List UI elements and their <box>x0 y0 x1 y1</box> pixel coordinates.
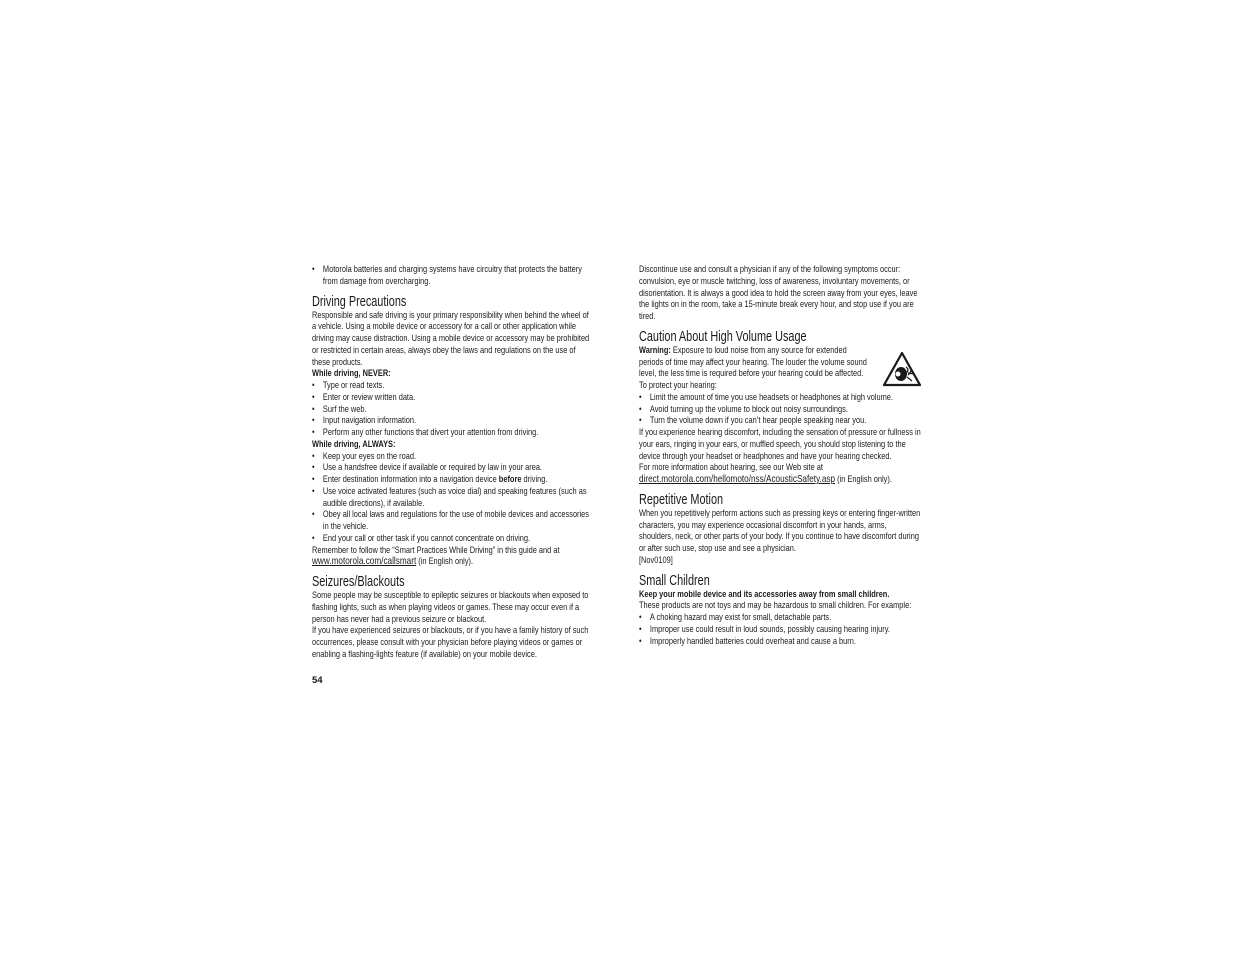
right-column <box>639 264 922 647</box>
volume-heading: Caution About High Volume Usage <box>639 327 807 345</box>
volume-more: For more information about hearing, see our Web site at direct.motorola.com/hellomoto/nss/AcousticSafety.asp (in English only). <box>639 462 892 485</box>
list-item: • Avoid turning up the volume to block out noisy surroundings. <box>639 403 848 415</box>
never-label: While driving, NEVER: <box>312 368 391 380</box>
list-item: • Improper use could result in loud sounds, possibly causing hearing injury. <box>639 623 890 635</box>
driving-precautions-heading: Driving Precautions <box>312 292 407 310</box>
list-item: • Limit the amount of time you use headsets or headphones at high volume. <box>639 391 893 403</box>
volume-warning: Warning: Exposure to loud noise from any source for extended periods of time may affect your hearing. The louder the volume sound level, the less time is required before your hearing could be affected. To protect your hearing: <box>639 344 867 391</box>
symptoms-intro: Discontinue use and consult a physician if any of the following symptoms occur: convulsion, eye or muscle twitching, loss of awareness, involuntary movements, or disorientation. It is always a good idea to hold the screen away from your eyes, leave the lights on in the room, take a 15-minute break every hour, and stop use if you are tired. <box>639 264 918 322</box>
list-item: • A choking hazard may exist for small, detachable parts. <box>639 612 832 623</box>
list-item: • Input navigation information. <box>312 415 417 427</box>
remember-text: Remember to follow the “Smart Practices While Driving” in this guide and at www.motorola.com/callsmart (in English only). <box>312 544 560 568</box>
motion-heading: Repetitive Motion <box>639 490 724 508</box>
left-column <box>312 264 594 661</box>
driving-intro: Responsible and safe driving is your primary responsibility when behind the wheel of a vehicle. Using a mobile device or accessory for a call or other application while driving may cause distraction. Using a mobile device or accessory may be prohibited or restricted in certain areas, always obey the laws and regulations on the use of these products. <box>312 309 590 368</box>
list-item: • Use a handsfree device if available or required by law in your area. <box>312 462 543 474</box>
volume-p2: If you experience hearing discomfort, including the sensation of pressure or fullness in your ears, ringing in your ears, or muffled speech, you should stop listening to the device through your headset or headphones and have your hearing checked. <box>639 427 921 462</box>
list-item: • Perform any other functions that divert your attention from driving. <box>312 427 539 438</box>
left-column-text <box>312 264 594 661</box>
list-item: • Surf the web. <box>312 403 367 415</box>
list-item: • Type or read texts. <box>312 380 385 391</box>
list-item: • Improperly handled batteries could overheat and cause a burn. <box>639 635 856 647</box>
always-label: While driving, ALWAYS: <box>312 438 396 450</box>
children-p1: These products are not toys and may be hazardous to small children. For example: <box>639 600 912 612</box>
list-item: • End your call or other task if you cannot concentrate on driving. <box>312 532 531 544</box>
right-column-text <box>639 264 921 647</box>
children-heading: Small Children <box>639 571 710 589</box>
callsmart-link[interactable]: www.motorola.com/callsmart <box>312 555 417 568</box>
list-item: • Enter or review written data. <box>312 391 416 403</box>
list-item: • Enter destination information into a navigation device before driving. <box>312 474 548 485</box>
children-bold-intro: Keep your mobile device and its accessories away from small children. <box>639 588 890 600</box>
list-item: • Motorola batteries and charging systems have circuitry that protects the battery from damage from overcharging. <box>312 264 582 287</box>
list-item: • Use voice activated features (such as voice dial) and speaking features (such as audible directions), if available. <box>312 485 587 509</box>
list-item: • Turn the volume down if you can’t hear people speaking near you. <box>639 415 867 427</box>
motion-p1: When you repetitively perform actions such as pressing keys or entering finger-written characters, you may experience occasional discomfort in your hands, arms, shoulders, neck, or other parts of your body. If you continue to have discomfort during or after such use, stop use and see a physician. <box>639 507 921 554</box>
page-number: 54 <box>312 675 323 686</box>
seizures-p1: Some people may be susceptible to epileptic seizures or blackouts when exposed to flashing lights, such as when playing videos or games. These may occur even if a person has never had a previous seizure or blackout. <box>312 590 589 625</box>
list-item: • Obey all local laws and regulations for the use of mobile devices and accessories in the vehicle. <box>312 509 590 532</box>
acoustic-safety-link[interactable]: direct.motorola.com/hellomoto/nss/AcousticSafety.asp <box>639 473 836 485</box>
motion-code: [Nov0109] <box>639 554 673 566</box>
list-item: • Keep your eyes on the road. <box>312 450 417 462</box>
seizures-heading: Seizures/Blackouts <box>312 573 405 590</box>
seizures-p2: If you have experienced seizures or blackouts, or if you have a family history of such occurrences, please consult with your physician before playing videos or games or enabling a flashing-lights feature (if available) on your mobile device. <box>312 625 589 660</box>
